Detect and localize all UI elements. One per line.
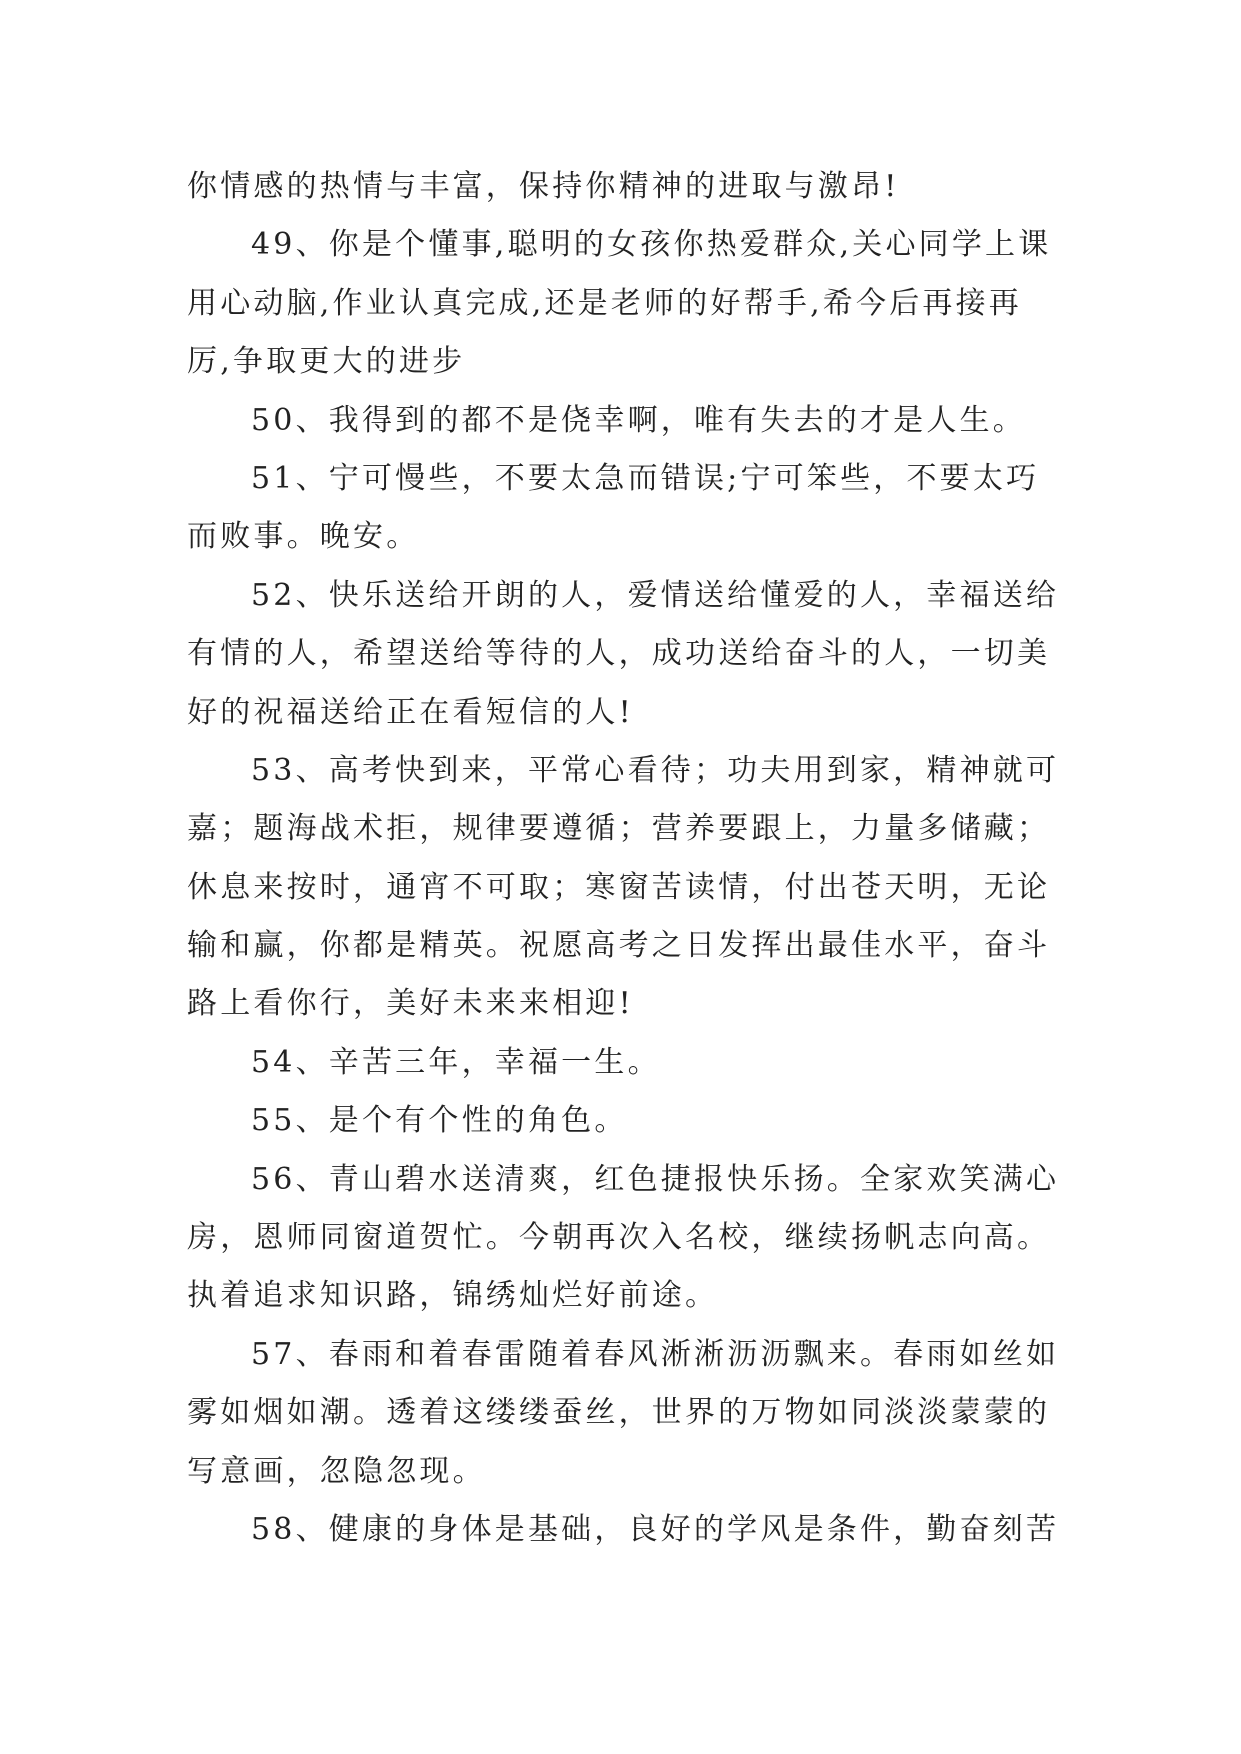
paragraph: [187, 742, 1060, 1034]
text-line: 厉,争取更大的进步: [187, 344, 466, 380]
paragraph: [187, 567, 1060, 742]
paragraph: [187, 450, 1057, 567]
text-line: 54、辛苦三年，幸福一生。: [251, 1044, 661, 1080]
text-line: 50、我得到的都不是侥幸啊，唯有失去的才是人生。: [251, 402, 1026, 438]
text-line: 53、高考快到来，平常心看待；功夫用到家，精神就可: [251, 752, 1060, 788]
text-line: 休息来按时，通宵不可取；寒窗苦读情，付出苍天明，无论: [187, 869, 1051, 905]
text-line: 49、你是个懂事,聪明的女孩你热爱群众,关心同学上课: [251, 227, 1052, 263]
text-line: 56、青山碧水送清爽，红色捷报快乐扬。全家欢笑满心: [251, 1161, 1060, 1197]
text-line: 写意画，忽隐忽现。: [187, 1453, 486, 1489]
text-line: 51、宁可慢些，不要太急而错误;宁可笨些，不要太巧: [251, 460, 1040, 496]
text-line: 房，恩师同窗道贺忙。今朝再次入名校，继续扬帆志向高。: [187, 1220, 1051, 1256]
text-line: 输和赢，你都是精英。祝愿高考之日发挥出最佳水平，奋斗: [187, 928, 1051, 964]
paragraph: [187, 1034, 1057, 1092]
text-line: 雾如烟如潮。透着这缕缕蚕丝，世界的万物如同淡淡蒙蒙的: [187, 1395, 1051, 1431]
paragraph: [187, 158, 1057, 216]
text-line: 好的祝福送给正在看短信的人!: [187, 694, 634, 730]
text-line: 执着追求知识路，锦绣灿烂好前途。: [187, 1278, 719, 1314]
text-line: 嘉；题海战术拒，规律要遵循；营养要跟上，力量多储藏；: [187, 811, 1051, 847]
text-line: 而败事。晚安。: [187, 519, 420, 555]
paragraph: [187, 1151, 1060, 1326]
text-line: 58、健康的身体是基础，良好的学风是条件，勤奋刻苦: [251, 1511, 1060, 1547]
document-body: [187, 158, 1060, 1559]
text-line: 路上看你行，美好未来来相迎!: [187, 986, 634, 1022]
paragraph: [187, 1326, 1060, 1501]
text-line: 你情感的热情与丰富，保持你精神的进取与激昂!: [187, 169, 900, 204]
paragraph: [187, 1501, 1060, 1559]
text-line: 55、是个有个性的角色。: [251, 1103, 628, 1139]
paragraph: [187, 392, 1057, 450]
text-line: 52、快乐送给开朗的人，爱情送给懂爱的人，幸福送给: [251, 577, 1060, 613]
text-line: 有情的人，希望送给等待的人，成功送给奋斗的人，一切美: [187, 636, 1051, 672]
text-line: 57、春雨和着春雷随着春风淅淅沥沥飘来。春雨如丝如: [251, 1336, 1060, 1372]
paragraph: [187, 1092, 1057, 1150]
paragraph: [187, 216, 1057, 391]
text-line: 用心动脑,作业认真完成,还是老师的好帮手,希今后再接再: [187, 285, 1023, 321]
